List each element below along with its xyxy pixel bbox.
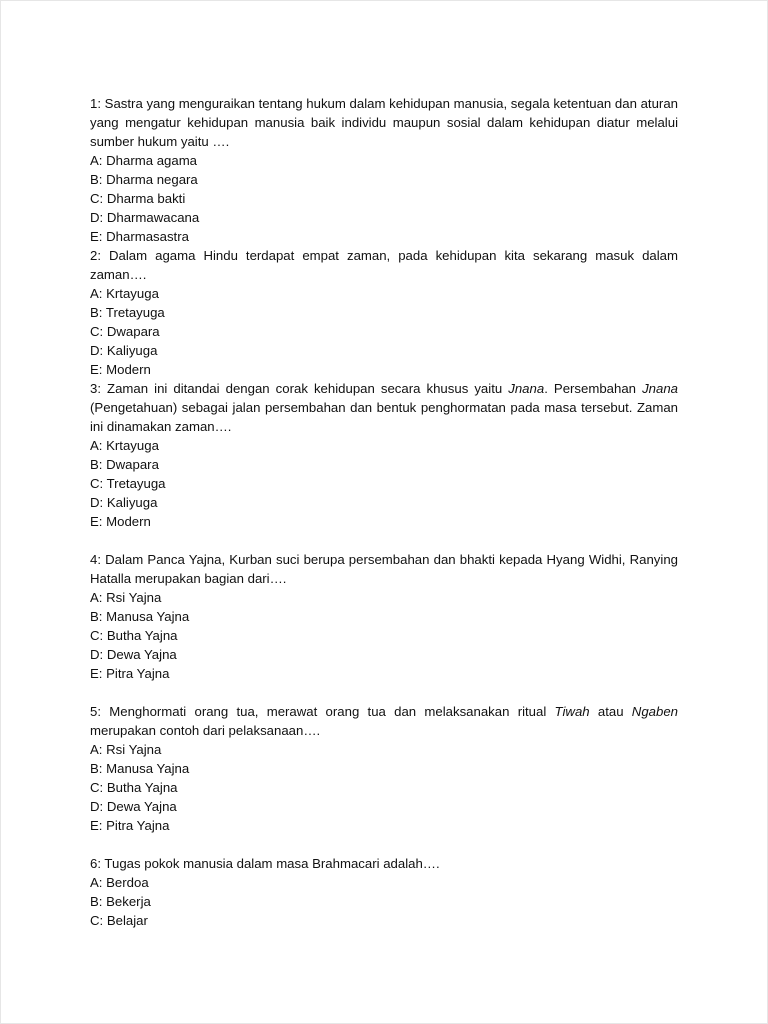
question-text-segment: 3: Zaman ini ditandai dengan corak kehidupan secara khusus yaitu <box>90 381 509 396</box>
answer-option: B: Bekerja <box>90 894 151 909</box>
question-6 <box>90 854 678 930</box>
answer-option: D: Kaliyuga <box>90 495 158 510</box>
question-3 <box>90 379 678 550</box>
question-text <box>90 854 678 873</box>
blank-line <box>90 531 678 550</box>
answer-option: A: Rsi Yajna <box>90 590 162 605</box>
question-text <box>90 702 678 740</box>
question-text-segment: atau <box>589 704 632 719</box>
answer-option: E: Dharmasastra <box>90 229 189 244</box>
answer-option: D: Dewa Yajna <box>90 799 177 814</box>
answer-option: C: Tretayuga <box>90 476 166 491</box>
answer-option: E: Modern <box>90 362 151 377</box>
answer-option: A: Krtayuga <box>90 438 159 453</box>
answer-option: C: Butha Yajna <box>90 628 178 643</box>
answer-option: B: Dharma negara <box>90 172 198 187</box>
question-text-segment: 6: Tugas pokok manusia dalam masa Brahmacari adalah…. <box>90 856 440 871</box>
answer-option: B: Manusa Yajna <box>90 609 190 624</box>
question-5 <box>90 702 678 854</box>
question-text-segment: merupakan contoh dari pelaksanaan…. <box>90 723 321 738</box>
answer-option: D: Kaliyuga <box>90 343 158 358</box>
question-list <box>90 94 678 930</box>
answer-options <box>90 588 678 683</box>
answer-option: C: Belajar <box>90 913 148 928</box>
question-text <box>90 379 678 436</box>
answer-options <box>90 436 678 531</box>
question-text-segment: . Persembahan <box>544 381 643 396</box>
answer-option: A: Berdoa <box>90 875 149 890</box>
answer-option: A: Dharma agama <box>90 153 198 168</box>
question-text-italic: Tiwah <box>554 704 590 719</box>
answer-options <box>90 151 678 246</box>
question-text <box>90 550 678 588</box>
question-text-segment: 1: Sastra yang menguraikan tentang hukum dalam kehidupan manusia, segala ketentuan dan aturan yang mengatur kehidupan manusia baik individu maupun sosial dalam kehidupan diatur melalui sumber hukum yaitu …. <box>90 96 678 149</box>
answer-option: E: Pitra Yajna <box>90 666 170 681</box>
answer-option: B: Manusa Yajna <box>90 761 190 776</box>
answer-options <box>90 284 678 379</box>
answer-option: C: Dwapara <box>90 324 160 339</box>
question-text-segment: (Pengetahuan) sebagai jalan persembahan dan bentuk penghormatan pada masa tersebut. Zaman ini dinamakan zaman…. <box>90 400 678 434</box>
answer-option: B: Tretayuga <box>90 305 165 320</box>
answer-option: A: Krtayuga <box>90 286 159 301</box>
blank-line <box>90 683 678 702</box>
answer-option: D: Dharmawacana <box>90 210 200 225</box>
question-text-italic: Jnana <box>642 381 678 396</box>
answer-option: E: Pitra Yajna <box>90 818 170 833</box>
question-text <box>90 94 678 151</box>
answer-options <box>90 873 678 930</box>
answer-option: C: Butha Yajna <box>90 780 178 795</box>
question-2 <box>90 246 678 379</box>
question-text-segment: 2: Dalam agama Hindu terdapat empat zaman, pada kehidupan kita sekarang masuk dalam zaman…. <box>90 248 678 282</box>
question-1 <box>90 94 678 246</box>
answer-option: E: Modern <box>90 514 151 529</box>
question-text-italic: Ngaben <box>631 704 678 719</box>
blank-line <box>90 835 678 854</box>
answer-options <box>90 740 678 835</box>
question-4 <box>90 550 678 702</box>
answer-option: A: Rsi Yajna <box>90 742 162 757</box>
question-text-segment: 5: Menghormati orang tua, merawat orang tua dan melaksanakan ritual <box>90 704 555 719</box>
answer-option: D: Dewa Yajna <box>90 647 177 662</box>
answer-option: B: Dwapara <box>90 457 159 472</box>
question-text <box>90 246 678 284</box>
question-text-italic: Jnana <box>508 381 545 396</box>
question-text-segment: 4: Dalam Panca Yajna, Kurban suci berupa persembahan dan bhakti kepada Hyang Widhi, Ranying Hatalla merupakan bagian dari…. <box>90 552 678 586</box>
answer-option: C: Dharma bakti <box>90 191 186 206</box>
